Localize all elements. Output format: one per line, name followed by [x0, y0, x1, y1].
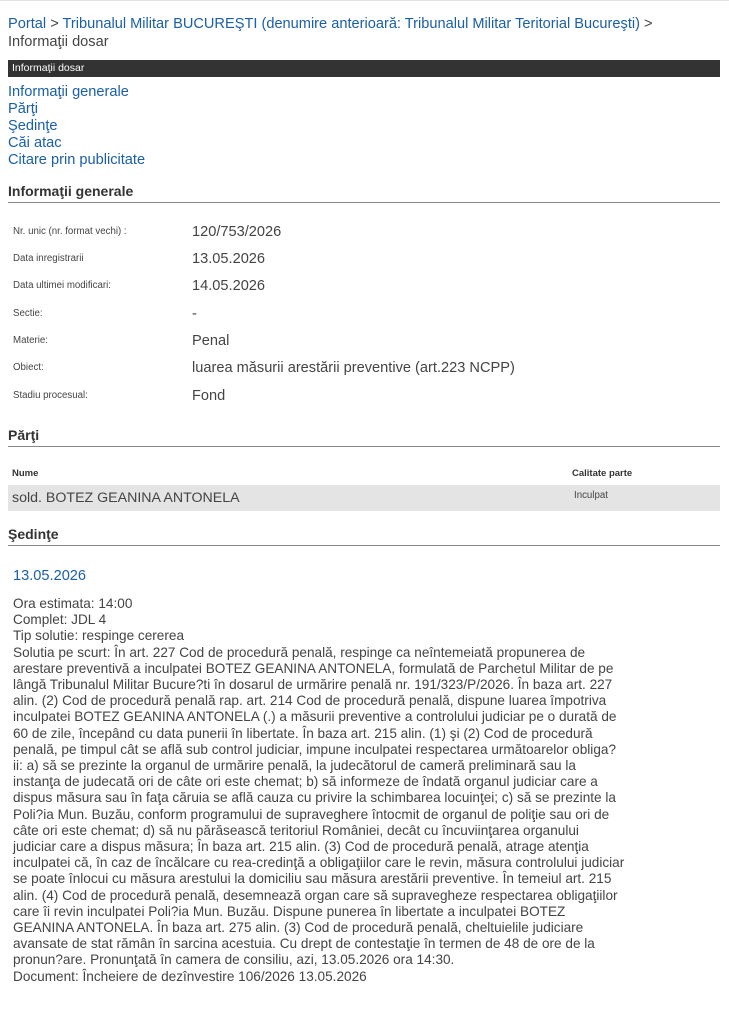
info-label: Nr. unic (nr. format vechi) : [13, 226, 127, 237]
solution-line: dispus măsura sau în faţa căruia se află cauza cu privire la schimbarea locuinţei; c) să se prezinte la [13, 790, 616, 806]
table-row [8, 485, 720, 511]
info-value: 120/753/2026 [192, 224, 282, 240]
general-heading: Informaţii generale [8, 183, 720, 203]
solution-line: câte ori este chemat; d) să nu părăsească teritoriul României, decât cu încuviinţarea organului [13, 822, 579, 838]
info-value: - [192, 306, 197, 322]
info-label: Stadiu procesual: [13, 390, 88, 401]
solution-line: inculpatei BOTEZ GEANINA ANTONELA (.) a măsurii preventive a controlului judiciar pe o durată de [13, 709, 617, 725]
info-label: Obiect: [13, 362, 44, 373]
solution-line: judiciar care a dispus măsura; În baza art. 215 alin. (3) Cod de procedură penală, atrage atenţia [13, 839, 589, 855]
info-label: Materie: [13, 335, 48, 346]
top-border [0, 0, 729, 4]
info-value: Penal [192, 333, 230, 349]
breadcrumb-portal-link[interactable]: Portal [8, 16, 47, 32]
hearing-time: Ora estimata: 14:00 [13, 596, 133, 611]
page-nav [8, 84, 145, 169]
solution-line: alin. (4) Cod de procedură penală, desemnează organ care să supravegheze respectarea obligaţiilor [13, 887, 618, 903]
info-row-nr-unic [8, 224, 720, 250]
solution-line: 60 de zile, începând cu data punerii în libertate. În baza art. 215 alin. (1) şi (2) Cod de procedură [13, 725, 593, 741]
breadcrumb [8, 15, 720, 51]
solution-line: GEANINA ANTONELA. În baza art. 275 alin. (3) Cod de procedură penală, cheltuielile judiciare [13, 920, 584, 936]
solution-line: Solutia pe scurt: În art. 227 Cod de procedură penală, respinge ca neîntemeiată propunerea de [13, 644, 586, 660]
parti-table-header [8, 466, 720, 482]
info-label: Sectie: [13, 308, 43, 319]
info-row-obiect [8, 360, 720, 386]
nav-link-citare[interactable]: Citare prin publicitate [8, 152, 146, 168]
breadcrumb-separator: > [50, 16, 59, 32]
solution-line: pronun?are. Pronunţată în camera de consiliu, azi, 13.05.2026 ora 14:30. [13, 952, 455, 968]
info-row-materie [8, 333, 720, 359]
info-value: 14.05.2026 [192, 278, 266, 294]
hearing-document: Document: Încheiere de dezînvestire 106/2026 13.05.2026 [13, 968, 367, 984]
solution-line: penală, pe timpul cât se află sub control judiciar, impune inculpatei respectarea următoarelor obliga? [13, 741, 617, 757]
info-label: Data inregistrarii [13, 253, 84, 264]
hearing-solution-type: Tip solutie: respinge cererea [13, 628, 185, 644]
hearing-panel: Complet: JDL 4 [13, 612, 107, 628]
solution-line: instanţa de judecată ori de câte ori este chemat; b) să informeze de îndată organul judiciar care a [13, 774, 598, 790]
breadcrumb-current: Informaţii dosar [8, 34, 109, 50]
info-row-data-modificari [8, 278, 720, 304]
solution-line: alin. (2) Cod de procedură penală rap. art. 214 Cod de procedură penală, dispune luarea împotriva [13, 693, 607, 709]
nav-link-general[interactable]: Informaţii generale [8, 84, 129, 100]
solution-line: Poli?ia Mun. Buzău, conform programului de supraveghere întocmit de organul de poliţie sau ori de [13, 806, 610, 822]
info-row-stadiu [8, 388, 720, 414]
info-row-sectie [8, 306, 720, 332]
solution-line: inculpatei că, în caz de încălcare cu rea-credinţă a obligaţiilor care le revin, măsura controlului judiciar [13, 855, 625, 871]
nav-link-cai-atac[interactable]: Căi atac [8, 135, 62, 151]
hearing-details [13, 596, 718, 985]
nav-link-parti[interactable]: Părţi [8, 101, 39, 117]
hearing-date: 13.05.2026 [13, 568, 87, 584]
solution-line: avansate de stat rămân în sarcina acestuia. Cu drept de contestaţie în termen de 48 de ore de la [13, 936, 595, 952]
solution-line: care îi revin inculpatei Poli?ia Mun. Buzău. Dispune punerea în libertate a inculpatei BOTEZ [13, 903, 566, 919]
info-label: Data ultimei modificari: [13, 280, 111, 291]
breadcrumb-court-link[interactable]: Tribunalul Militar BUCUREŞTI (denumire anterioară: Tribunalul Militar Teritorial Bucureşti) [62, 16, 640, 32]
solution-line: lângă Tribunalul Militar Bucure?ti în dosarul de urmărire penală nr. 191/323/P/2026. În baza art. 227 [13, 677, 613, 693]
info-value: 13.05.2026 [192, 251, 266, 267]
party-role: Inculpat [574, 490, 608, 501]
column-header-calitate: Calitate parte [572, 468, 633, 479]
info-value: Fond [192, 388, 226, 404]
party-name: sold. BOTEZ GEANINA ANTONELA [12, 490, 240, 506]
column-header-nume: Nume [12, 468, 39, 479]
info-row-data-inregistrarii [8, 251, 720, 277]
section-bar-title: Informaţii dosar [8, 60, 720, 77]
info-value: luarea măsurii arestării preventive (art.223 NCPP) [192, 360, 515, 376]
parti-heading: Părţi [8, 427, 720, 447]
breadcrumb-separator: > [644, 16, 653, 32]
sedinte-heading: Şedinţe [8, 526, 720, 546]
solution-line: se poate înlocui cu măsura arestului la domiciliu sau măsura arestării preventive. În temeiul art. 215 [13, 871, 612, 887]
nav-link-sedinte[interactable]: Şedinţe [8, 118, 58, 134]
solution-line: ii: a) să se prezinte la organul de urmărire penală, la judecătorul de cameră preliminară sau la [13, 758, 576, 774]
solution-line: arestare preventivă a inculpatei BOTEZ GEANINA ANTONELA, formulată de Parchetul Militar de pe [13, 660, 614, 676]
